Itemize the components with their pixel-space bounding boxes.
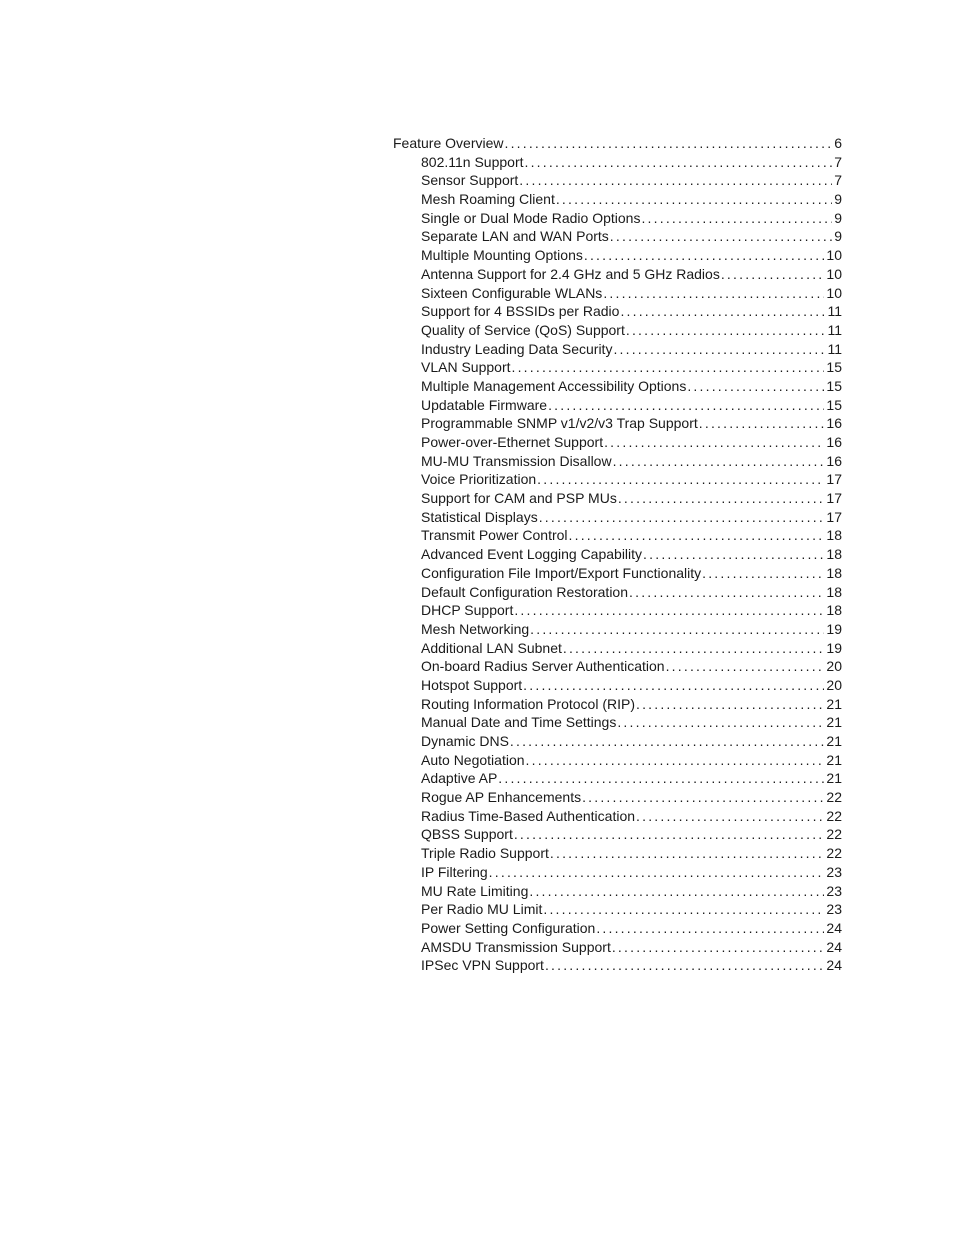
toc-entry[interactable]: [393, 396, 842, 415]
toc-page-number[interactable]: 24: [826, 957, 842, 974]
toc-dot-leader: [556, 190, 832, 209]
toc-dot-leader: [489, 863, 825, 882]
toc-page-number[interactable]: 22: [826, 789, 842, 806]
toc-entry[interactable]: [393, 769, 842, 788]
toc-entry[interactable]: [393, 508, 842, 527]
toc-entry[interactable]: [393, 284, 842, 303]
toc-dot-leader: [569, 526, 825, 545]
toc-entry[interactable]: [393, 545, 842, 564]
toc-entry-title[interactable]: IP Filtering: [421, 863, 488, 880]
toc-dot-leader: [636, 695, 824, 714]
toc-entry-title[interactable]: VLAN Support: [421, 359, 511, 376]
toc-entry-title[interactable]: Transmit Power Control: [421, 527, 568, 544]
toc-entry-title[interactable]: Multiple Mounting Options: [421, 247, 583, 264]
toc-page-number[interactable]: 21: [826, 733, 842, 749]
toc-entry-title[interactable]: Support for 4 BSSIDs per Radio: [421, 303, 620, 320]
toc-entry-title[interactable]: Multiple Management Accessibility Options: [421, 377, 687, 394]
toc-page-number[interactable]: 21: [826, 714, 842, 731]
toc-dot-leader: [498, 769, 824, 788]
toc-dot-leader: [550, 844, 825, 863]
toc-entry[interactable]: [393, 246, 842, 265]
toc-entry-title[interactable]: Rogue AP Enhancements: [421, 789, 582, 806]
toc-entry-title[interactable]: 802.11n Support: [421, 153, 524, 170]
toc-page-number[interactable]: 20: [826, 658, 842, 675]
toc-entry[interactable]: [393, 676, 842, 695]
toc-dot-leader: [582, 788, 824, 807]
toc-entry-title[interactable]: QBSS Support: [421, 826, 513, 843]
toc-entry[interactable]: [393, 882, 842, 901]
toc-dot-leader: [529, 882, 824, 901]
toc-dot-leader: [643, 545, 824, 564]
toc-page-number[interactable]: 17: [826, 508, 842, 525]
toc-entry-title[interactable]: Updatable Firmware: [421, 396, 548, 413]
toc-dot-leader: [543, 900, 824, 919]
toc-entry-title[interactable]: Power-over-Ethernet Support: [421, 434, 604, 450]
toc-entry-title[interactable]: Mesh Networking: [421, 620, 530, 637]
toc-page-number[interactable]: 15: [826, 359, 842, 376]
toc-entry-title[interactable]: Configuration File Import/Export Functionality: [421, 564, 702, 581]
toc-page-number[interactable]: 22: [826, 807, 842, 824]
toc-dot-leader: [525, 153, 833, 172]
toc-entry[interactable]: [393, 302, 842, 321]
toc-entry[interactable]: [393, 938, 842, 957]
toc-entry[interactable]: [393, 751, 842, 770]
toc-entry-title[interactable]: Antenna Support for 2.4 GHz and 5 GHz Radios: [421, 265, 720, 282]
toc-page-number[interactable]: 7: [834, 172, 842, 189]
toc-dot-leader: [610, 227, 832, 246]
toc-page-number[interactable]: 11: [827, 340, 842, 357]
toc-entry-title[interactable]: Sensor Support: [421, 172, 519, 189]
toc-dot-leader: [620, 302, 825, 321]
toc-entry[interactable]: [393, 564, 842, 583]
toc-entry-title[interactable]: Triple Radio Support: [421, 845, 549, 862]
toc-entry-title[interactable]: Routing Information Protocol (RIP): [421, 695, 635, 712]
toc-entry-title[interactable]: Adaptive AP: [421, 770, 498, 787]
toc-dot-leader: [699, 414, 825, 433]
toc-entry[interactable]: [393, 470, 842, 489]
toc-entry-title[interactable]: IPSec VPN Support: [421, 957, 544, 974]
toc-entry-title[interactable]: Manual Date and Time Settings: [421, 714, 617, 731]
toc-dot-leader: [666, 657, 825, 676]
toc-entry[interactable]: [393, 321, 842, 340]
toc-entry[interactable]: [393, 190, 842, 209]
toc-entry[interactable]: [393, 825, 842, 844]
toc-dot-leader: [530, 620, 824, 639]
toc-dot-leader: [702, 564, 824, 583]
toc-page-number[interactable]: 6: [834, 135, 842, 151]
toc-dot-leader: [539, 508, 825, 527]
toc-dot-leader: [504, 134, 832, 153]
toc-page-number[interactable]: 9: [834, 228, 842, 245]
toc-page-number[interactable]: 20: [826, 676, 842, 693]
toc-dot-leader: [613, 340, 825, 359]
toc-dot-leader: [603, 284, 824, 303]
toc-dot-leader: [519, 171, 832, 190]
toc-entry-title[interactable]: Power Setting Configuration: [421, 919, 596, 936]
toc-page-number[interactable]: 16: [826, 452, 842, 469]
toc-entry[interactable]: [393, 713, 842, 732]
toc-entry[interactable]: [393, 620, 842, 639]
toc-page-number[interactable]: 16: [826, 415, 842, 432]
toc-entry[interactable]: [393, 788, 842, 807]
toc-page-number[interactable]: 23: [826, 882, 842, 899]
toc-dot-leader: [514, 825, 825, 844]
toc-entry[interactable]: [393, 340, 842, 359]
toc-page-number[interactable]: 24: [826, 938, 842, 955]
toc-entry-title[interactable]: Feature Overview: [393, 135, 504, 151]
toc-page-number[interactable]: 10: [826, 284, 842, 301]
toc-entry[interactable]: [393, 956, 842, 975]
toc-entry-title[interactable]: Voice Prioritization: [421, 471, 537, 488]
toc-entry[interactable]: [393, 209, 842, 228]
toc-entry-title[interactable]: MU Rate Limiting: [421, 882, 529, 899]
toc-dot-leader: [604, 433, 824, 452]
toc-entry[interactable]: [393, 807, 842, 826]
toc-entry-title[interactable]: Sixteen Configurable WLANs: [421, 284, 603, 301]
toc-entry-title[interactable]: Default Configuration Restoration: [421, 583, 629, 600]
toc-page-number[interactable]: 9: [834, 191, 842, 208]
toc-dot-leader: [629, 583, 824, 602]
toc-dot-leader: [526, 751, 825, 770]
toc-entry-title[interactable]: Quality of Service (QoS) Support: [421, 321, 625, 338]
toc-dot-leader: [636, 807, 824, 826]
toc-entry[interactable]: [393, 583, 842, 602]
toc-page-number[interactable]: 18: [826, 602, 842, 619]
toc-entry[interactable]: [393, 919, 842, 938]
toc-entry-title[interactable]: Dynamic DNS: [421, 733, 509, 749]
toc-dot-leader: [514, 601, 824, 620]
toc-page-number[interactable]: 10: [826, 247, 842, 264]
toc-page-number[interactable]: 18: [826, 583, 842, 600]
toc-entry-title[interactable]: MU-MU Transmission Disallow: [421, 452, 612, 469]
toc-entry-title[interactable]: Additional LAN Subnet: [421, 639, 562, 656]
toc-entry[interactable]: [393, 732, 842, 751]
toc-entry[interactable]: [393, 489, 842, 508]
toc-entry-title[interactable]: Per Radio MU Limit: [421, 901, 543, 918]
toc-dot-leader: [612, 938, 825, 957]
toc-page-number[interactable]: 17: [826, 471, 842, 488]
toc-page-number[interactable]: 15: [826, 377, 842, 394]
toc-entry[interactable]: [393, 452, 842, 471]
toc-page-number[interactable]: 16: [826, 434, 842, 450]
toc-entry[interactable]: [393, 657, 842, 676]
toc-entry-title[interactable]: Industry Leading Data Security: [421, 340, 613, 357]
toc-page-number[interactable]: 15: [826, 396, 842, 413]
toc-dot-leader: [523, 676, 824, 695]
toc-dot-leader: [512, 358, 825, 377]
toc-entry[interactable]: [393, 695, 842, 714]
toc-entry[interactable]: [393, 358, 842, 377]
toc-entry[interactable]: [393, 526, 842, 545]
toc-dot-leader: [596, 919, 824, 938]
toc-dot-leader: [618, 489, 825, 508]
toc-entry-title[interactable]: Single or Dual Mode Radio Options: [421, 209, 641, 226]
toc-entry[interactable]: [393, 265, 842, 284]
toc-entry[interactable]: [393, 433, 842, 452]
toc-entry[interactable]: [393, 844, 842, 863]
toc-page-number[interactable]: 11: [827, 321, 842, 338]
toc-entry-title[interactable]: Statistical Displays: [421, 508, 538, 525]
toc-page-number[interactable]: 10: [826, 265, 842, 282]
toc-page-number[interactable]: 9: [834, 209, 842, 226]
toc-page-number[interactable]: 21: [826, 695, 842, 712]
toc-page-number[interactable]: 17: [826, 490, 842, 507]
toc-page-number[interactable]: 19: [826, 639, 842, 656]
toc-entry[interactable]: [393, 863, 842, 882]
toc-dot-leader: [613, 452, 825, 471]
toc-entry-title[interactable]: Mesh Roaming Client: [421, 191, 555, 208]
toc-page-number[interactable]: 21: [826, 751, 842, 768]
toc-entry-title[interactable]: Support for CAM and PSP MUs: [421, 490, 617, 507]
toc-entry-title[interactable]: AMSDU Transmission Support: [421, 938, 611, 955]
toc-page-number[interactable]: 11: [827, 303, 842, 320]
toc-entry[interactable]: [393, 134, 842, 153]
toc-page-number[interactable]: 18: [826, 527, 842, 544]
toc-entry[interactable]: [393, 900, 842, 919]
toc-dot-leader: [537, 470, 824, 489]
toc-entry[interactable]: [393, 639, 842, 658]
toc-entry-title[interactable]: Programmable SNMP v1/v2/v3 Trap Support: [421, 415, 698, 432]
toc-page-number[interactable]: 18: [826, 564, 842, 581]
toc-entry-title[interactable]: Auto Negotiation: [421, 751, 525, 768]
toc-page-number[interactable]: 23: [826, 863, 842, 880]
toc-page-number[interactable]: 22: [826, 845, 842, 862]
toc-entry-title[interactable]: Advanced Event Logging Capability: [421, 546, 643, 563]
toc-entry-title[interactable]: Radius Time-Based Authentication: [421, 807, 636, 824]
toc-entry[interactable]: [393, 227, 842, 246]
toc-dot-leader: [641, 209, 832, 228]
toc-dot-leader: [510, 732, 825, 751]
table-of-contents: [393, 134, 842, 975]
toc-page-number[interactable]: 19: [826, 620, 842, 637]
toc-dot-leader: [617, 713, 824, 732]
toc-entry[interactable]: [393, 153, 842, 172]
toc-page-number[interactable]: 22: [826, 826, 842, 843]
toc-entry-title[interactable]: On-board Radius Server Authentication: [421, 658, 665, 675]
toc-page-number[interactable]: 7: [834, 153, 842, 170]
toc-page-number[interactable]: 18: [826, 546, 842, 563]
toc-entry-title[interactable]: Hotspot Support: [421, 676, 523, 693]
toc-entry[interactable]: [393, 377, 842, 396]
toc-page-number[interactable]: 23: [826, 901, 842, 918]
toc-entry-title[interactable]: Separate LAN and WAN Ports: [421, 228, 609, 245]
toc-dot-leader: [584, 246, 825, 265]
toc-entry-title[interactable]: DHCP Support: [421, 602, 514, 619]
toc-dot-leader: [721, 265, 825, 284]
toc-dot-leader: [687, 377, 824, 396]
toc-page-number[interactable]: 21: [826, 770, 842, 787]
toc-dot-leader: [626, 321, 826, 340]
toc-entry[interactable]: [393, 171, 842, 190]
toc-dot-leader: [545, 956, 824, 975]
toc-dot-leader: [548, 396, 824, 415]
toc-page-number[interactable]: 24: [826, 919, 842, 936]
toc-entry[interactable]: [393, 414, 842, 433]
toc-entry[interactable]: [393, 601, 842, 620]
toc-dot-leader: [563, 639, 825, 658]
